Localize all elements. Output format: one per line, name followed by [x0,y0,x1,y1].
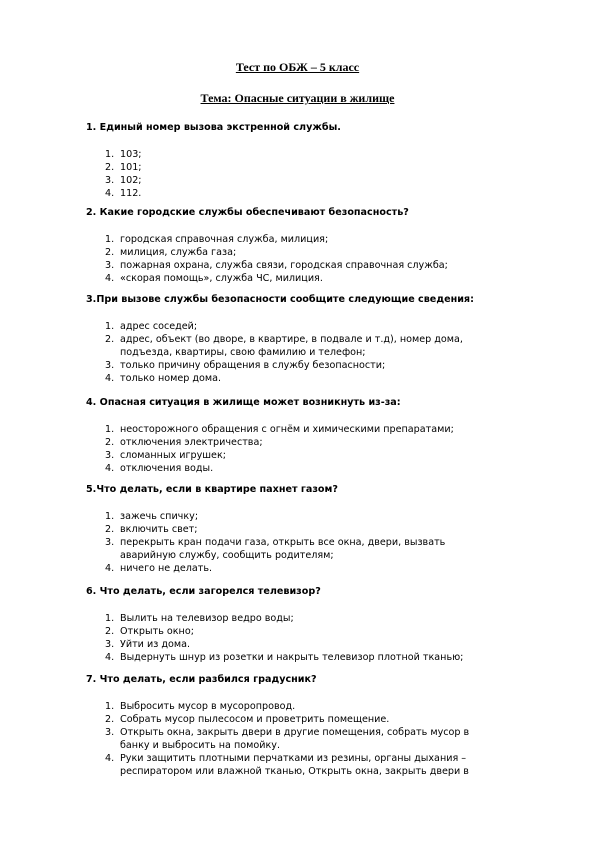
option-text: 103; [120,149,142,160]
option-text-continuation: респиратором или влажной тканью, Открыть окна, закрыть двери в [120,766,469,777]
answer-option [105,563,212,574]
document-topic: Тема: Опасные ситуации в жилище [200,91,395,105]
answer-option [105,260,448,271]
option-text-continuation: банку и выбросить на помойку. [120,740,280,751]
option-number: 3. [105,450,115,461]
answer-option [105,652,463,663]
option-number: 3. [105,727,115,738]
option-text: адрес соседей; [120,321,198,332]
option-number: 4. [105,463,115,474]
option-number: 2. [105,162,115,173]
option-number: 3. [105,260,115,271]
answer-option [105,727,469,738]
question-2: 2. Какие городские службы обеспечивают безопасность? [86,207,409,218]
option-number: 1. [105,613,115,624]
answer-option [105,373,221,384]
option-text: городская справочная служба, милиция; [120,234,329,245]
option-text: Уйти из дома. [120,639,191,650]
option-number: 2. [105,524,115,535]
answer-option [105,463,213,474]
answer-option [105,437,263,448]
answer-option [105,613,294,624]
option-text: Собрать мусор пылесосом и проветрить помещение. [120,714,390,725]
option-text: включить свет; [120,524,198,535]
option-text: Выбросить мусор в мусоропровод. [120,701,296,712]
option-number: 4. [105,373,115,384]
option-number: 4. [105,563,115,574]
option-number: 2. [105,626,115,637]
option-number: 2. [105,437,115,448]
option-number: 4. [105,652,115,663]
document-title: Тест по ОБЖ – 5 класс [235,60,360,74]
option-text: зажечь спичку; [120,511,199,522]
answer-option [105,753,466,764]
option-text: Открыть окна, закрыть двери в другие помещения, собрать мусор в [120,727,470,738]
option-number: 4. [105,188,115,199]
option-text: Руки защитить плотными перчатками из резины, органы дыхания – [120,753,467,764]
option-text: пожарная охрана, служба связи, городская справочная служба; [120,260,448,271]
option-text: неосторожного обращения с огнём и химическими препаратами; [120,424,454,435]
option-text: адрес, объект (во дворе, в квартире, в подвале и т.д), номер дома, [120,334,463,345]
option-number: 1. [105,424,115,435]
option-number: 4. [105,273,115,284]
option-text: Выдернуть шнур из розетки и накрыть телевизор плотной тканью; [120,652,464,663]
answer-option [105,424,454,435]
option-text: отключения воды. [120,463,214,474]
option-text: Вылить на телевизор ведро воды; [120,613,294,624]
answer-option [105,450,226,461]
option-number: 3. [105,360,115,371]
question-4: 4. Опасная ситуация в жилище может возникнуть из-за: [86,397,401,408]
option-text: перекрыть кран подачи газа, открыть все окна, двери, вызвать [120,537,446,548]
option-number: 1. [105,321,115,332]
question-3: 3.При вызове службы безопасности сообщите следующие сведения: [86,294,474,305]
answer-option [105,321,197,332]
question-1: 1. Единый номер вызова экстренной службы. [86,122,341,133]
option-text: Открыть окно; [120,626,194,637]
option-text: отключения электричества; [120,437,263,448]
answer-option [105,360,385,371]
option-text: сломанных игрушек; [120,450,226,461]
option-text: «скорая помощь», служба ЧС, милиция. [120,273,323,284]
answer-option [105,524,198,535]
answer-option [105,188,141,199]
option-number: 1. [105,511,115,522]
question-5: 5.Что делать, если в квартире пахнет газом? [86,484,338,495]
answer-option [105,511,198,522]
option-text: ничего не делать. [120,563,213,574]
answer-option [105,273,323,284]
answer-option [105,247,236,258]
answer-option [105,701,295,712]
answer-option [105,149,142,160]
option-number: 3. [105,537,115,548]
option-text-continuation: подъезда, квартиры, свою фамилию и телефон; [120,347,366,358]
option-number: 1. [105,234,115,245]
answer-option [105,537,445,548]
answer-option [105,639,190,650]
option-number: 4. [105,753,115,764]
option-text: милиция, служба газа; [120,247,237,258]
option-number: 1. [105,149,115,160]
option-text: 102; [120,175,142,186]
answer-option [105,162,142,173]
answer-option [105,626,194,637]
option-number: 2. [105,247,115,258]
option-number: 3. [105,175,115,186]
answer-option [105,334,463,345]
option-text: 112. [120,188,142,199]
option-text-continuation: аварийную службу, сообщить родителям; [120,550,334,561]
option-text: только причину обращения в службу безопасности; [120,360,386,371]
option-number: 2. [105,334,115,345]
option-text: 101; [120,162,142,173]
option-number: 2. [105,714,115,725]
question-7: 7. Что делать, если разбился градусник? [86,674,317,685]
option-number: 3. [105,639,115,650]
option-text: только номер дома. [120,373,222,384]
option-number: 1. [105,701,115,712]
answer-option [105,234,328,245]
answer-option [105,175,142,186]
answer-option [105,714,389,725]
question-6: 6. Что делать, если загорелся телевизор? [86,586,321,597]
